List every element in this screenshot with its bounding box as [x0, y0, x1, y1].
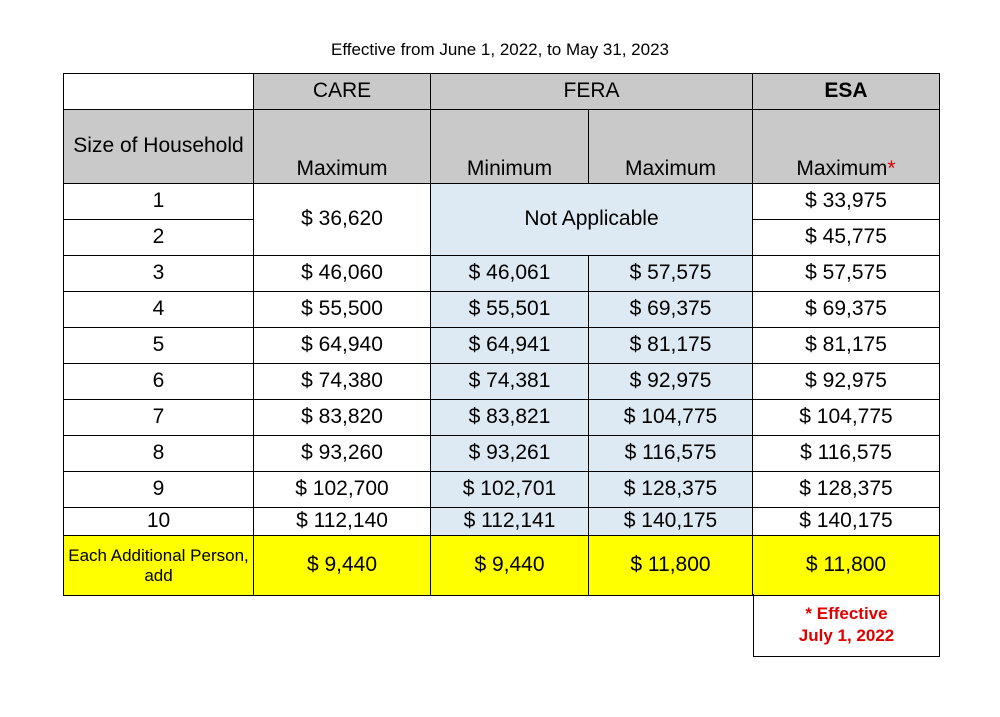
fera-min-value: $ 55,501: [431, 292, 589, 328]
table-row: [64, 436, 940, 472]
table-row: [64, 364, 940, 400]
household-size: 1: [64, 184, 254, 220]
fera-max-value: $ 104,775: [589, 400, 753, 436]
table-caption: Effective from June 1, 2022, to May 31, 2023: [331, 40, 669, 59]
esa-effective-note: [753, 594, 940, 657]
household-size: 6: [64, 364, 254, 400]
fera-max-value: $ 92,975: [589, 364, 753, 400]
note-line-2: July 1, 2022: [798, 626, 895, 645]
esa-value: $ 33,975: [753, 184, 940, 220]
note-line-1: * Effective: [805, 603, 888, 623]
fera-max-value: $ 128,375: [589, 472, 753, 508]
esa-header: ESA: [753, 74, 940, 110]
care-value: $ 83,820: [254, 400, 431, 436]
esa-value: $ 116,575: [753, 436, 940, 472]
additional-person-label: Each Additional Person, add: [64, 536, 254, 596]
fera-max-additional-value: $ 11,800: [589, 536, 753, 596]
fera-min-value: $ 64,941: [431, 328, 589, 364]
household-size: 5: [64, 328, 254, 364]
esa-maximum-header: Maximum*: [753, 110, 940, 184]
care-additional-value: $ 9,440: [254, 536, 431, 596]
esa-value: $ 128,375: [753, 472, 940, 508]
table-row: [64, 256, 940, 292]
table-row: [64, 508, 940, 536]
esa-value: $ 45,775: [753, 220, 940, 256]
additional-person-row: [64, 536, 940, 596]
fera-header: FERA: [431, 74, 753, 110]
care-value: $ 93,260: [254, 436, 431, 472]
income-limits-table: [63, 73, 940, 596]
care-value: $ 64,940: [254, 328, 431, 364]
care-value: $ 36,620: [254, 184, 431, 256]
care-value: $ 102,700: [254, 472, 431, 508]
household-size: 8: [64, 436, 254, 472]
fera-max-value: $ 81,175: [589, 328, 753, 364]
household-size: 7: [64, 400, 254, 436]
care-maximum-header: Maximum: [254, 110, 431, 184]
care-value: $ 55,500: [254, 292, 431, 328]
household-size: 3: [64, 256, 254, 292]
fera-min-value: $ 93,261: [431, 436, 589, 472]
household-size: 10: [64, 508, 254, 536]
fera-min-value: $ 83,821: [431, 400, 589, 436]
esa-additional-value: $ 11,800: [753, 536, 940, 596]
fera-min-value: $ 112,141: [431, 508, 589, 536]
table-row: [64, 400, 940, 436]
fera-min-value: $ 74,381: [431, 364, 589, 400]
household-size: 2: [64, 220, 254, 256]
fera-not-applicable: Not Applicable: [431, 184, 753, 256]
esa-value: $ 92,975: [753, 364, 940, 400]
fera-minimum-header: Minimum: [431, 110, 589, 184]
esa-asterisk: *: [887, 156, 896, 180]
esa-value: $ 57,575: [753, 256, 940, 292]
esa-value: $ 140,175: [753, 508, 940, 536]
esa-value: $ 81,175: [753, 328, 940, 364]
household-size: 9: [64, 472, 254, 508]
fera-max-value: $ 57,575: [589, 256, 753, 292]
care-header: CARE: [254, 74, 431, 110]
fera-max-value: $ 116,575: [589, 436, 753, 472]
table-row: [64, 184, 940, 220]
care-value: $ 74,380: [254, 364, 431, 400]
esa-value: $ 104,775: [753, 400, 940, 436]
care-value: $ 112,140: [254, 508, 431, 536]
fera-maximum-header: Maximum: [589, 110, 753, 184]
fera-max-value: $ 69,375: [589, 292, 753, 328]
care-value: $ 46,060: [254, 256, 431, 292]
fera-min-value: $ 102,701: [431, 472, 589, 508]
fera-min-additional-value: $ 9,440: [431, 536, 589, 596]
fera-min-value: $ 46,061: [431, 256, 589, 292]
table-row: [64, 472, 940, 508]
table-row: [64, 292, 940, 328]
size-of-household-header: Size of Household: [64, 110, 254, 184]
empty-header-cell: [64, 74, 254, 110]
esa-value: $ 69,375: [753, 292, 940, 328]
table-row: [64, 328, 940, 364]
fera-max-value: $ 140,175: [589, 508, 753, 536]
household-size: 4: [64, 292, 254, 328]
